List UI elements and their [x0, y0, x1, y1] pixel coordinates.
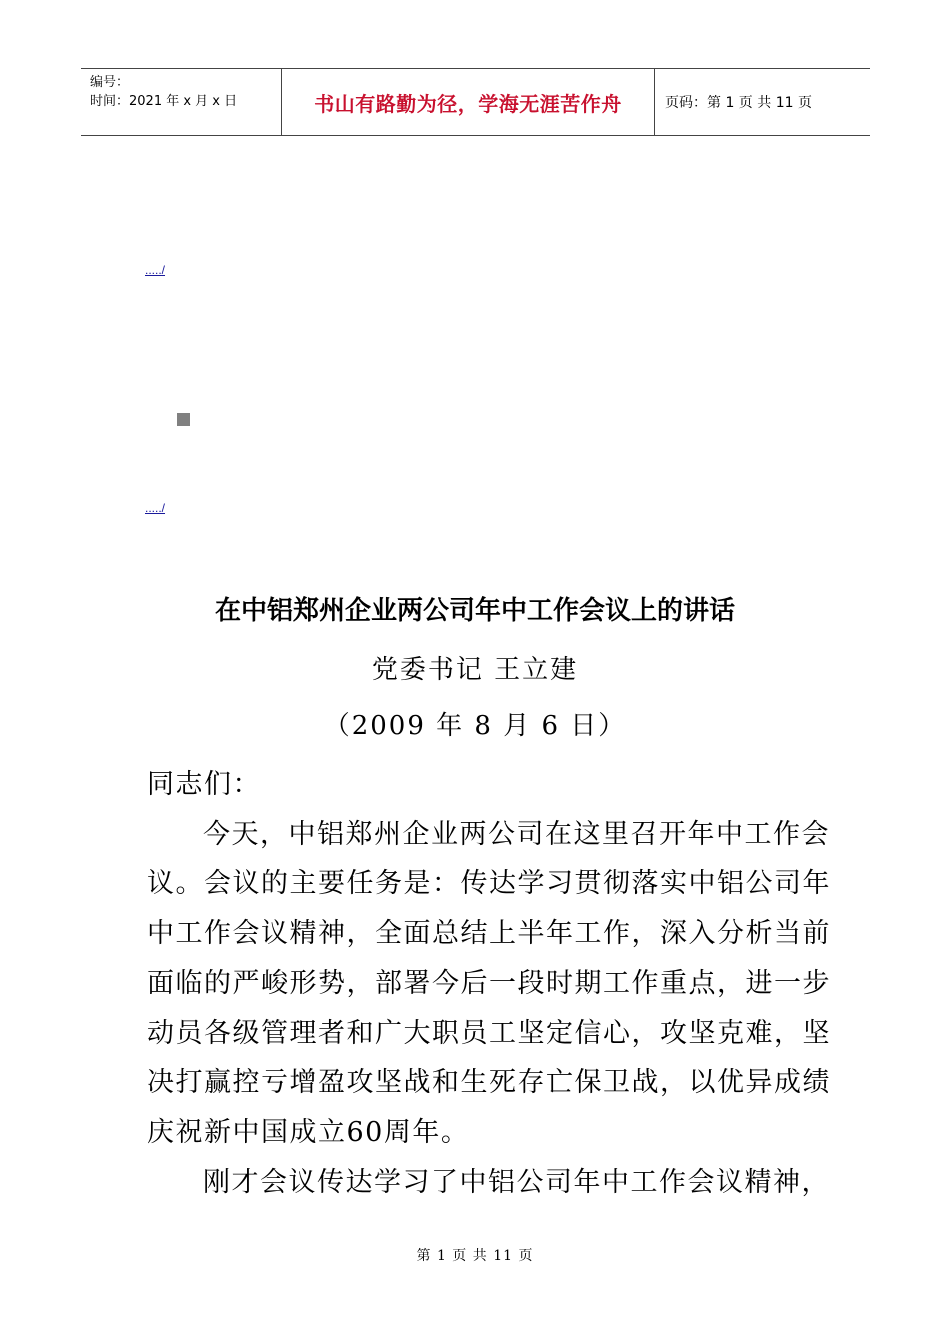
time-label: 时间：2021 年 x 月 x 日	[90, 94, 238, 109]
document-body	[147, 760, 837, 1207]
document-title: 在中铝郑州企业两公司年中工作会议上的讲话	[214, 596, 735, 626]
header-page-info: 页码：第 1 页 共 11 页	[665, 95, 812, 111]
page-footer: 第 1 页 共 11 页	[416, 1248, 534, 1264]
document-header	[81, 68, 870, 136]
ellipsis-link-top[interactable]: ...../	[145, 263, 166, 277]
ellipsis-link-bottom[interactable]: ...../	[145, 501, 166, 515]
paragraph-2: 刚才会议传达学习了中铝公司年中工作会议精神，	[203, 1166, 830, 1198]
header-motto: 书山有路勤为径，学海无涯苦作舟	[281, 69, 655, 135]
document-author: 党委书记 王立建	[371, 655, 579, 685]
header-meta	[81, 69, 281, 135]
document-date: （2009 年 8 月 6 日）	[323, 711, 627, 741]
number-label: 编号：	[90, 75, 130, 90]
paragraph-1: 今天，中铝郑州企业两公司在这里召开年中工作会议。会议的主要任务是：传达学习贯彻落实中铝公司年中工作会议精神，全面总结上半年工作，深入分析当前面临的严峻形势，部署今后一段时期工作重点，进一步动员各级管理者和广大职员工坚定信心，攻坚克难，坚决打赢控亏增盈攻坚战和生死存亡保卫战，以优异成绩庆祝新中国成立60周年。	[147, 818, 831, 1148]
square-bullet-icon	[177, 413, 190, 426]
salutation: 同志们：	[147, 769, 261, 800]
